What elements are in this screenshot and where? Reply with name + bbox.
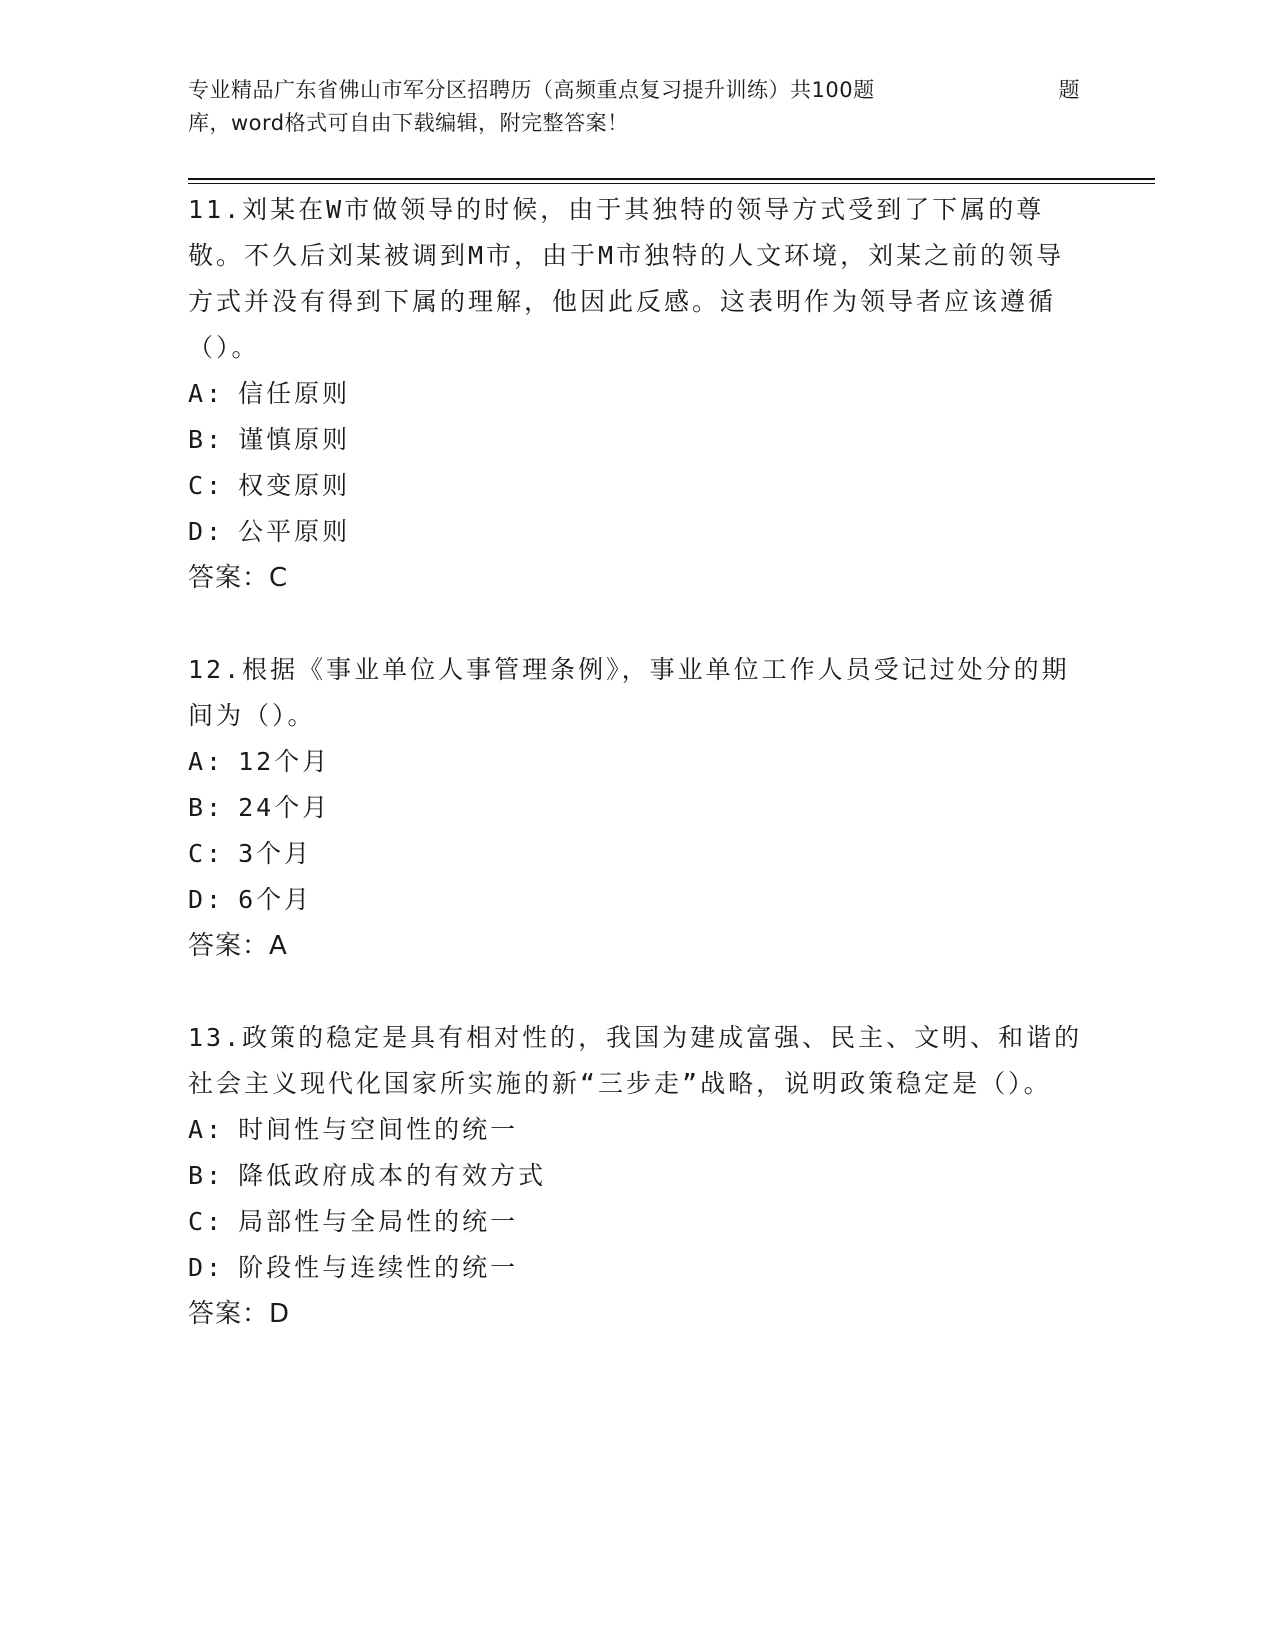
option-text: 12个月	[238, 747, 331, 776]
option-c	[188, 463, 1088, 509]
question-12	[188, 647, 1088, 969]
option-text: 权变原则	[238, 471, 351, 500]
option-key: C:	[188, 839, 225, 868]
answer-line: 答案：C	[188, 563, 289, 593]
option-d	[188, 1245, 1088, 1291]
option-key: A:	[188, 747, 225, 776]
header-line-1	[188, 74, 1080, 107]
option-text: 信任原则	[238, 379, 351, 408]
header-title: 专业精品广东省佛山市军分区招聘历（高频重点复习提升训练）共100题	[188, 78, 875, 102]
option-text: 局部性与全局性的统一	[238, 1207, 519, 1236]
option-key: A:	[188, 1115, 225, 1144]
question-11	[188, 187, 1088, 601]
option-a	[188, 1107, 1088, 1153]
option-key: C:	[188, 471, 225, 500]
option-key: D:	[188, 517, 225, 546]
option-key: C:	[188, 1207, 225, 1236]
option-key: D:	[188, 885, 225, 914]
option-text: 3个月	[238, 839, 313, 868]
option-key: A:	[188, 379, 225, 408]
header-divider-thin	[188, 183, 1155, 184]
question-stem: 13.政策的稳定是具有相对性的，我国为建成富强、民主、文明、和谐的社会主义现代化国家所实施的新“三步走”战略，说明政策稳定是（）。	[188, 1023, 1083, 1098]
option-b	[188, 785, 1088, 831]
option-text: 降低政府成本的有效方式	[238, 1161, 547, 1190]
option-key: B:	[188, 793, 225, 822]
option-d	[188, 509, 1088, 555]
question-13	[188, 1015, 1088, 1337]
answer-line: 答案：A	[188, 931, 288, 961]
question-stem: 12.根据《事业单位人事管理条例》，事业单位工作人员受记过处分的期间为（）。	[188, 655, 1070, 730]
option-a	[188, 371, 1088, 417]
option-b	[188, 1153, 1088, 1199]
question-list	[188, 187, 1088, 1337]
option-text: 6个月	[238, 885, 313, 914]
option-a	[188, 739, 1088, 785]
option-key: B:	[188, 1161, 225, 1190]
option-text: 时间性与空间性的统一	[238, 1115, 519, 1144]
option-text: 阶段性与连续性的统一	[238, 1253, 519, 1282]
answer-line: 答案：D	[188, 1299, 291, 1329]
question-spacer	[188, 969, 1088, 1015]
header-line-2: 库，word格式可自由下载编辑，附完整答案！	[188, 111, 629, 135]
header-title-tail: 题	[1058, 78, 1080, 102]
option-text: 谨慎原则	[238, 425, 351, 454]
option-key: D:	[188, 1253, 225, 1282]
option-c	[188, 831, 1088, 877]
option-c	[188, 1199, 1088, 1245]
option-b	[188, 417, 1088, 463]
option-text: 公平原则	[238, 517, 351, 546]
header-divider-thick	[188, 178, 1155, 180]
question-stem: 11.刘某在W市做领导的时候，由于其独特的领导方式受到了下属的尊敬。不久后刘某被调到M市，由于M市独特的人文环境，刘某之前的领导方式并没有得到下属的理解，他因此反感。这表明作为领导者应该遵循（）。	[188, 195, 1065, 362]
option-d	[188, 877, 1088, 923]
document-header	[188, 74, 1080, 140]
option-key: B:	[188, 425, 225, 454]
option-text: 24个月	[238, 793, 331, 822]
question-spacer	[188, 601, 1088, 647]
